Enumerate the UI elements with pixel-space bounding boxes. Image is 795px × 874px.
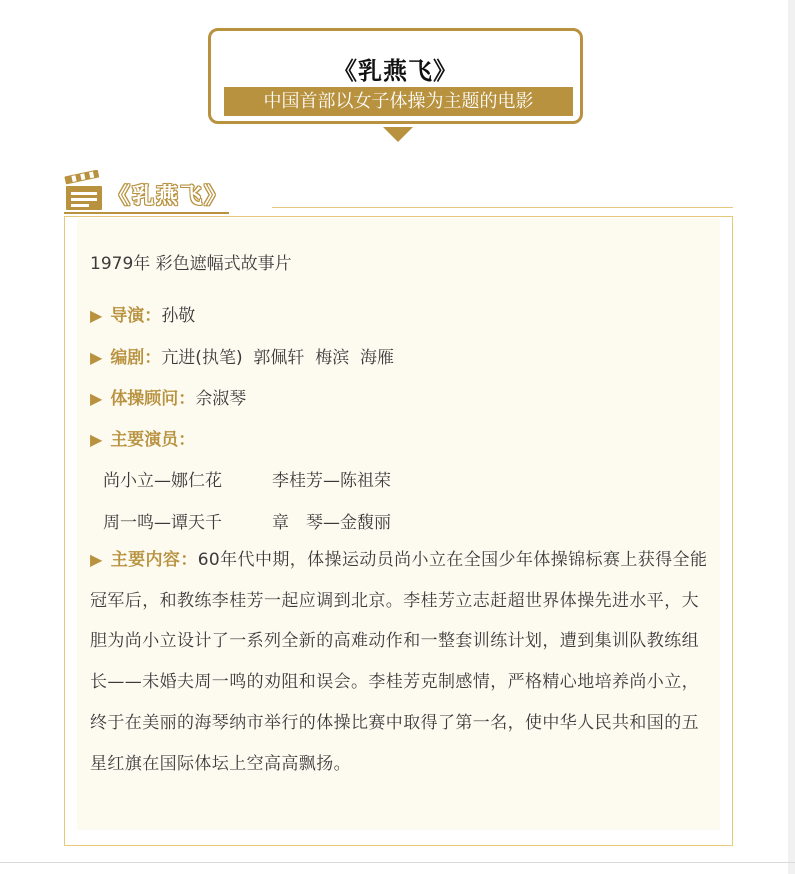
- bottom-divider: [0, 862, 795, 863]
- plot-label: 主要内容：: [110, 550, 198, 570]
- writers-row: [90, 343, 394, 368]
- plot-text: 60年代中期，体操运动员尚小立在全国少年体操锦标赛上获得全能冠军后，和教练李桂芳一起应调到北京。李桂芳立志赶超世界体操先进水平，大胆为尚小立设计了一系列全新的高难动作和一整套训练计划，遭到集训队教练组长——未婚夫周一鸣的劝阻和误会。李桂芳克制感情，严格精心地培养尚小立，终于在美丽的海琴纳市举行的体操比赛中取得了第一名，使中华人民共和国的五星红旗在国际体坛上空高高飘扬。: [90, 550, 708, 774]
- cast-member: 李桂芳—陈祖荣: [272, 471, 391, 491]
- plot-paragraph: [90, 540, 710, 784]
- advisor-label: 体操顾问：: [110, 389, 196, 409]
- advisor-value: 佘淑琴: [195, 389, 247, 409]
- section-header-rule: [272, 207, 733, 208]
- title-banner: [208, 28, 583, 124]
- advisor-row: [90, 384, 246, 409]
- writers-value: 亢进(执笔) 郭佩轩 梅滨 海雁: [161, 348, 394, 368]
- cast-row: [90, 425, 195, 450]
- triangle-bullet-icon: ▶: [90, 389, 103, 408]
- banner-pointer-icon: [383, 127, 413, 142]
- writers-label: 编剧：: [110, 348, 162, 368]
- triangle-bullet-icon: ▶: [90, 430, 103, 449]
- cast-member: 章 琴—金馥丽: [272, 513, 391, 533]
- film-intro: 1979年 彩色遮幅式故事片: [90, 254, 292, 274]
- section-title: 《乳燕飞》: [108, 184, 229, 209]
- director-row: [90, 301, 195, 326]
- triangle-bullet-icon: ▶: [90, 348, 103, 367]
- page-subtitle: 中国首部以女子体操为主题的电影: [224, 87, 573, 116]
- page-title: 《乳燕飞》: [333, 57, 458, 85]
- cast-member: 周一鸣—谭天千: [103, 513, 222, 533]
- triangle-bullet-icon: ▶: [90, 306, 103, 325]
- director-label: 导演：: [110, 306, 162, 326]
- section-tab-underline: [64, 212, 229, 214]
- cast-label: 主要演员：: [110, 430, 196, 450]
- cast-member: 尚小立—娜仁花: [103, 471, 222, 491]
- film-clapperboard-icon: [64, 170, 104, 212]
- triangle-bullet-icon: ▶: [90, 550, 103, 569]
- director-value: 孙敬: [161, 306, 196, 326]
- right-edge-shade: [788, 0, 795, 874]
